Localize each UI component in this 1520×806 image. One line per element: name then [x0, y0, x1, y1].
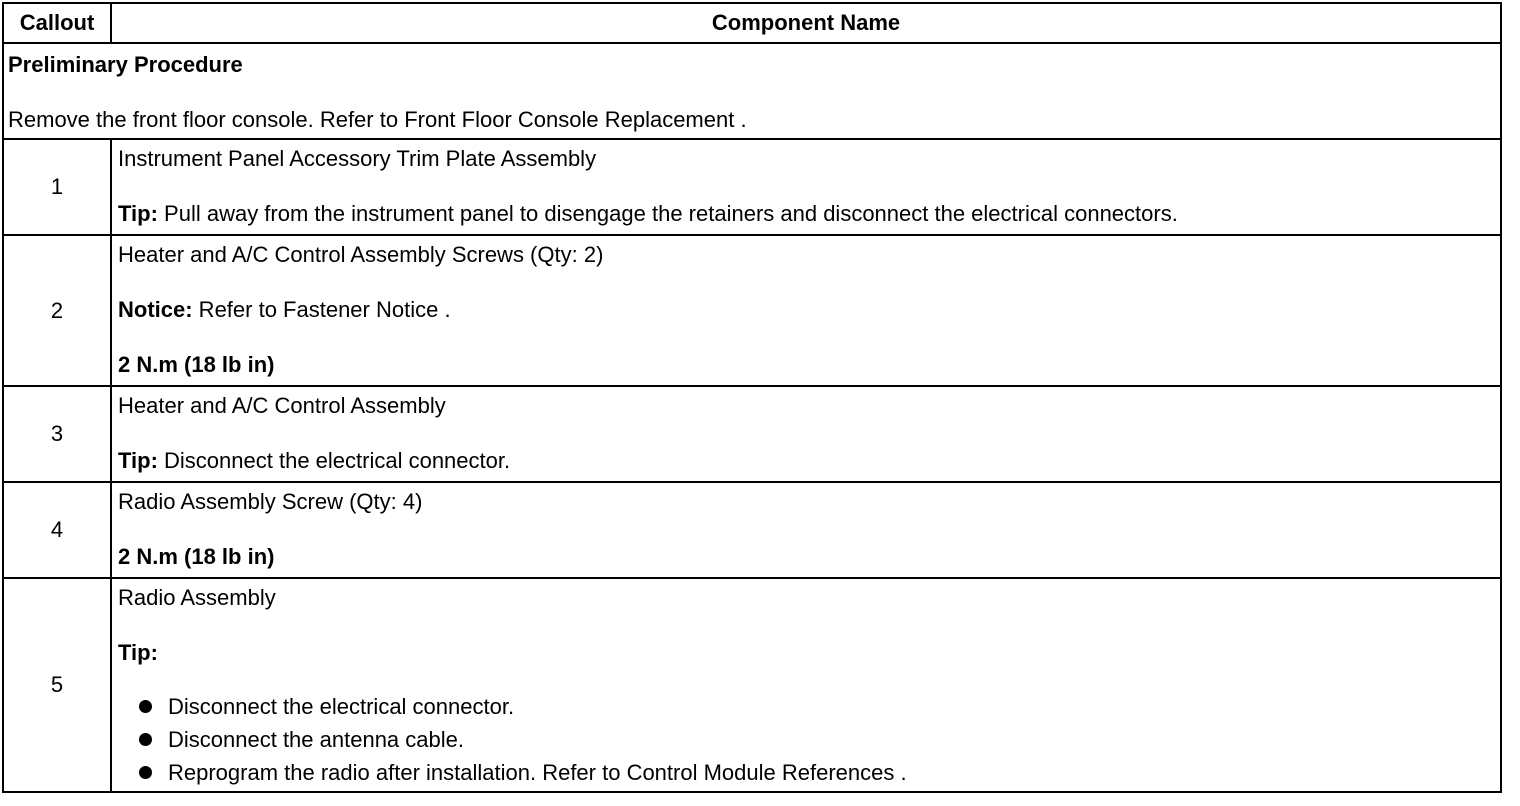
callout-number: 4	[3, 482, 111, 578]
callout-number: 1	[3, 139, 111, 235]
torque-spec: 2 N.m (18 lb in)	[118, 352, 275, 377]
bullet-icon	[139, 733, 152, 746]
torque-spec: 2 N.m (18 lb in)	[118, 544, 275, 569]
bullet-icon	[139, 766, 152, 779]
component-name: Heater and A/C Control Assembly Screws (Qty: 2)	[118, 242, 604, 267]
tip-bullet-list	[118, 690, 1494, 789]
component-name: Heater and A/C Control Assembly	[118, 393, 446, 418]
component-cell	[111, 386, 1501, 482]
component-name: Instrument Panel Accessory Trim Plate Assembly	[118, 146, 597, 171]
component-cell	[111, 235, 1501, 386]
procedure-table	[2, 2, 1502, 793]
preliminary-row	[3, 43, 1501, 139]
list-item	[118, 756, 1494, 789]
list-item	[118, 723, 1494, 756]
table-row	[3, 386, 1501, 482]
table-row	[3, 578, 1501, 792]
callout-number: 2	[3, 235, 111, 386]
notice-text: Refer to Fastener Notice .	[192, 297, 451, 322]
tip-text: Disconnect the electrical connector.	[157, 448, 511, 473]
notice-label: Notice:	[118, 297, 193, 322]
preliminary-cell	[3, 43, 1501, 139]
header-row	[3, 3, 1501, 43]
preliminary-title: Preliminary Procedure	[8, 52, 243, 77]
component-name: Radio Assembly Screw (Qty: 4)	[118, 489, 423, 514]
tip-label: Tip:	[118, 201, 158, 226]
component-name: Radio Assembly	[118, 585, 276, 610]
component-cell	[111, 139, 1501, 235]
header-callout: Callout	[3, 3, 111, 43]
tip-label: Tip:	[118, 448, 158, 473]
bullet-text: Disconnect the antenna cable.	[168, 727, 464, 752]
table-row	[3, 482, 1501, 578]
table-row	[3, 139, 1501, 235]
table-row	[3, 235, 1501, 386]
list-item	[118, 690, 1494, 723]
component-cell	[111, 578, 1501, 792]
tip-text: Pull away from the instrument panel to disengage the retainers and disconnect the electrical connectors.	[157, 201, 1178, 226]
preliminary-text: Remove the front floor console. Refer to Front Floor Console Replacement .	[8, 107, 747, 132]
callout-number: 3	[3, 386, 111, 482]
callout-number: 5	[3, 578, 111, 792]
tip-label: Tip:	[118, 640, 158, 665]
bullet-text: Disconnect the electrical connector.	[168, 694, 515, 719]
header-component-name: Component Name	[111, 3, 1501, 43]
component-cell	[111, 482, 1501, 578]
bullet-icon	[139, 700, 152, 713]
bullet-text: Reprogram the radio after installation. Refer to Control Module References .	[168, 760, 907, 785]
